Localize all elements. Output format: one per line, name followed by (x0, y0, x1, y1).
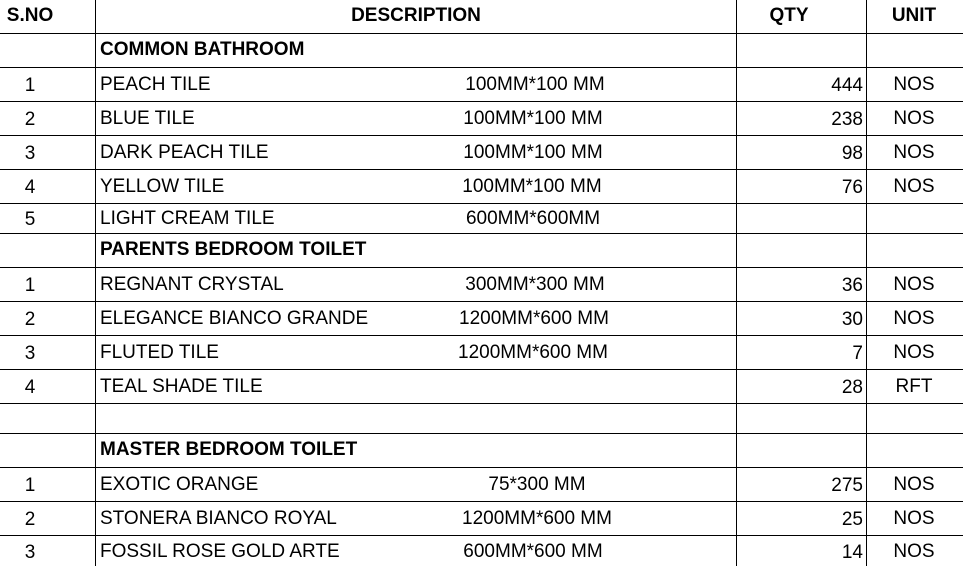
grid-row-line (0, 535, 963, 536)
grid-row-line (0, 369, 963, 370)
item-description: FLUTED TILE (100, 342, 219, 363)
item-unit: NOS (893, 274, 935, 295)
item-qty: 30 (841, 309, 863, 330)
grid-row-line (0, 33, 963, 34)
item-size: 1200MM*600 MM (458, 342, 608, 363)
item-qty: 25 (841, 509, 863, 530)
item-sno: 2 (24, 509, 36, 530)
header-description: DESCRIPTION (351, 5, 481, 26)
item-unit: NOS (893, 142, 935, 163)
item-qty: 238 (831, 109, 863, 130)
item-qty: 275 (831, 475, 863, 496)
item-qty: 14 (841, 542, 863, 563)
item-size: 300MM*300 MM (465, 274, 605, 295)
item-unit: NOS (893, 176, 935, 197)
item-sno: 1 (24, 475, 36, 496)
item-unit: NOS (893, 308, 935, 329)
item-description: FOSSIL ROSE GOLD ARTE (100, 541, 340, 562)
grid-row-line (0, 233, 963, 234)
item-sno: 4 (24, 177, 36, 198)
item-size: 1200MM*600 MM (462, 508, 612, 529)
item-sno: 3 (24, 542, 36, 563)
grid-row-line (0, 403, 963, 404)
header-qty: QTY (769, 5, 809, 26)
grid-row-line (0, 101, 963, 102)
item-size: 75*300 MM (488, 474, 586, 495)
header-sno: S.NO (6, 5, 54, 26)
grid-row-line (0, 467, 963, 468)
item-sno: 5 (24, 209, 36, 230)
grid-row-line (0, 335, 963, 336)
grid-row-line (0, 67, 963, 68)
item-sno: 1 (24, 75, 36, 96)
item-unit: NOS (893, 541, 935, 562)
item-sno: 4 (24, 377, 36, 398)
item-size: 100MM*100 MM (463, 142, 603, 163)
item-description: ELEGANCE BIANCO GRANDE (100, 308, 369, 329)
item-description: YELLOW TILE (100, 176, 225, 197)
item-unit: NOS (893, 342, 935, 363)
item-qty: 28 (841, 377, 863, 398)
item-qty: 76 (841, 177, 863, 198)
item-qty: 98 (841, 143, 863, 164)
item-description: STONERA BIANCO ROYAL (100, 508, 337, 529)
item-unit: NOS (893, 508, 935, 529)
item-description: TEAL SHADE TILE (100, 376, 263, 397)
grid-row-line (0, 203, 963, 204)
item-description: REGNANT CRYSTAL (100, 274, 284, 295)
section-title: MASTER BEDROOM TOILET (100, 439, 358, 460)
item-sno: 1 (24, 275, 36, 296)
item-qty: 36 (841, 275, 863, 296)
item-sno: 2 (24, 309, 36, 330)
grid-row-line (0, 433, 963, 434)
grid-column-line (95, 0, 96, 566)
item-qty: 7 (852, 343, 863, 364)
item-size: 1200MM*600 MM (459, 308, 609, 329)
item-size: 600MM*600 MM (463, 541, 603, 562)
section-title: PARENTS BEDROOM TOILET (100, 239, 367, 260)
item-sno: 3 (24, 143, 36, 164)
grid-row-line (0, 169, 963, 170)
item-unit: NOS (893, 474, 935, 495)
item-sno: 3 (24, 343, 36, 364)
item-description: BLUE TILE (100, 108, 195, 129)
grid-column-line (866, 0, 867, 566)
item-unit: RFT (895, 376, 933, 397)
grid-row-line (0, 501, 963, 502)
item-description: LIGHT CREAM TILE (100, 208, 275, 229)
grid-row-line (0, 267, 963, 268)
item-size: 100MM*100 MM (463, 108, 603, 129)
section-title: COMMON BATHROOM (100, 39, 305, 60)
item-description: EXOTIC ORANGE (100, 474, 259, 495)
item-size: 100MM*100 MM (462, 176, 602, 197)
item-unit: NOS (893, 108, 935, 129)
header-unit: UNIT (891, 5, 937, 26)
grid-row-line (0, 135, 963, 136)
item-unit: NOS (893, 74, 935, 95)
item-qty: 444 (831, 75, 863, 96)
item-description: PEACH TILE (100, 74, 211, 95)
grid-row-line (0, 301, 963, 302)
item-size: 600MM*600MM (465, 208, 601, 229)
item-size: 100MM*100 MM (465, 74, 605, 95)
item-description: DARK PEACH TILE (100, 142, 269, 163)
item-sno: 2 (24, 109, 36, 130)
